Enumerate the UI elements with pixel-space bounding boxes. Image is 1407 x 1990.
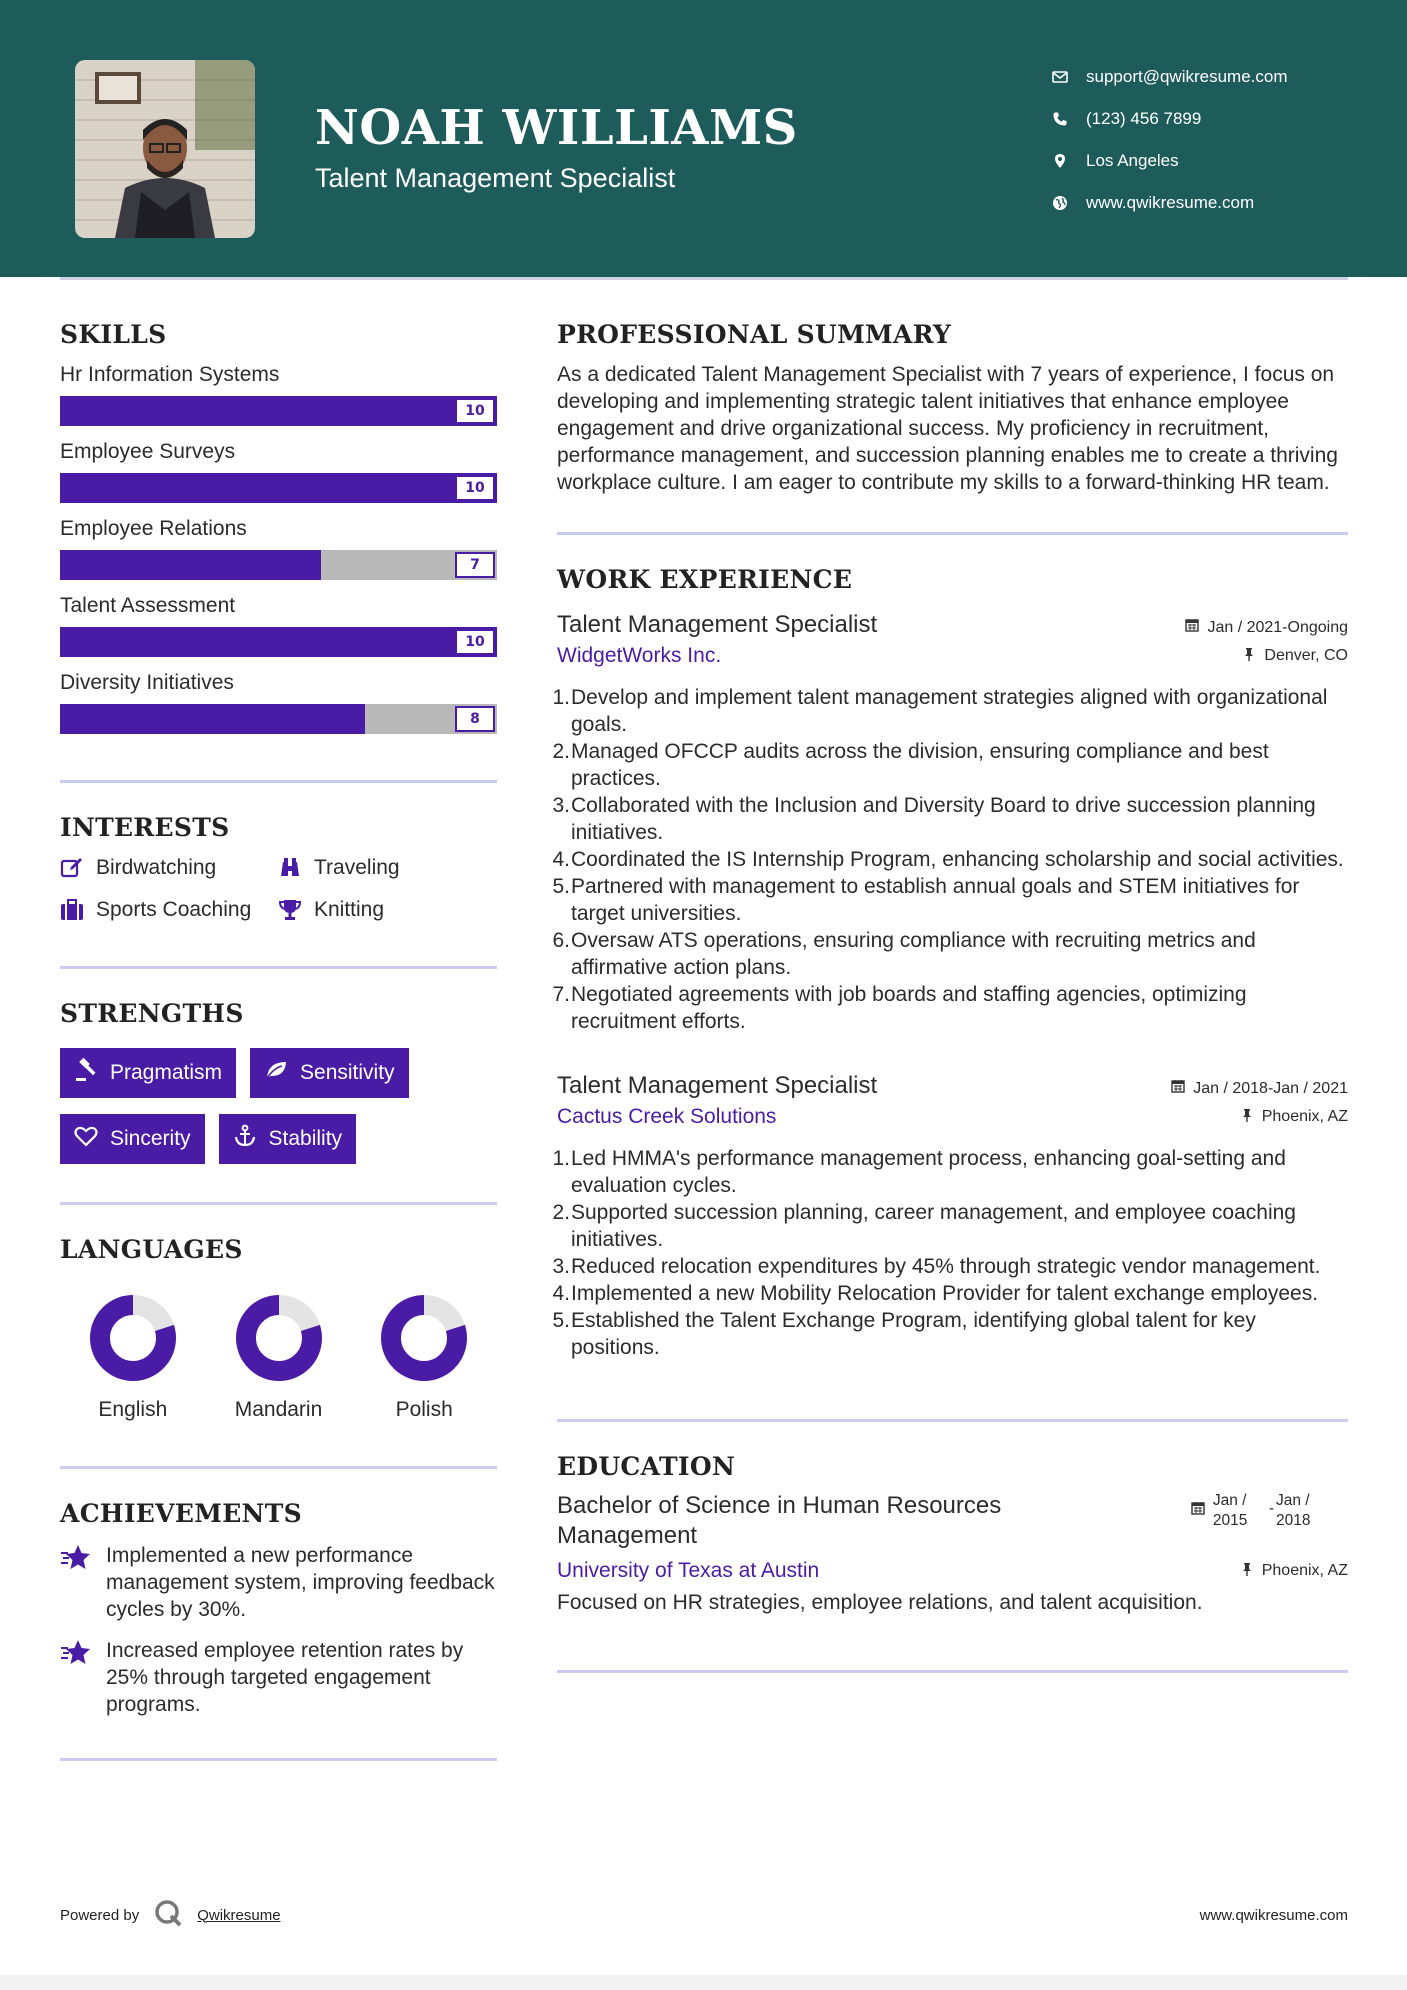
language-donut: [235, 1294, 323, 1382]
calendar-icon: [1171, 1079, 1193, 1098]
strengths-title: STRENGTHS: [60, 999, 244, 1028]
binoculars-icon: [278, 856, 314, 880]
skill-fill: [60, 627, 497, 657]
star-icon: [60, 1637, 106, 1718]
skill-item: [60, 594, 497, 657]
job-date: [1171, 1079, 1348, 1098]
strengths-list: [60, 1048, 497, 1164]
skill-bar: [60, 473, 497, 503]
language-name: English: [98, 1398, 168, 1421]
job-date-text: Jan / 2018-Jan / 2021: [1193, 1079, 1348, 1097]
skill-fill: [60, 704, 365, 734]
interest-item: [278, 856, 497, 880]
skill-name: Diversity Initiatives: [60, 671, 234, 694]
achievement-item: [60, 1542, 497, 1623]
calendar-icon: [1185, 618, 1207, 637]
job-date-text: Jan / 2021-Ongoing: [1207, 618, 1348, 636]
company-name: WidgetWorks Inc.: [557, 644, 722, 667]
language-donut: [89, 1294, 177, 1382]
pin-icon: [1240, 1108, 1262, 1127]
school-name: University of Texas at Austin: [557, 1559, 820, 1582]
interest-label: Traveling: [314, 856, 400, 879]
strength-label: Sensitivity: [300, 1061, 395, 1084]
section-divider: [557, 532, 1348, 535]
brand-link[interactable]: Qwikresume: [197, 1906, 281, 1924]
job-entry: [552, 1071, 1348, 1361]
contact-phone-text: (123) 456 7899: [1086, 109, 1202, 128]
education-entry: [557, 1491, 1348, 1616]
skill-name: Hr Information Systems: [60, 363, 280, 386]
company-name: Cactus Creek Solutions: [557, 1105, 777, 1128]
section-divider: [60, 1202, 497, 1205]
summary-text: As a dedicated Talent Management Specialist with 7 years of experience, I focus on developing and implementing strategic talent initiatives that enhance employee engagement and drive organizational success. My proficiency in recruitment, performance management, and succession planning enables me to create a thriving workplace culture. I am eager to contribute my skills to a forward-thinking HR team.: [557, 363, 1338, 494]
skill-value: 10: [455, 475, 495, 501]
interest-label: Knitting: [314, 898, 385, 921]
skill-bar: [60, 396, 497, 426]
education-location-text: Phoenix, AZ: [1261, 1562, 1348, 1579]
strength-badge: [219, 1114, 357, 1164]
skill-value: 8: [455, 706, 495, 732]
profile-photo: [75, 60, 255, 238]
contact-phone[interactable]: [1050, 98, 1380, 140]
education-date-sep: -: [1268, 1500, 1274, 1517]
job-bullets: [552, 1145, 1348, 1361]
strength-label: Stability: [268, 1127, 343, 1150]
languages-list: [60, 1294, 497, 1422]
interest-label: Birdwatching: [96, 856, 217, 879]
job-bullets: [552, 684, 1348, 1035]
degree-title: Bachelor of Science in Human Resources Management: [557, 1492, 1002, 1549]
footer: [60, 1900, 1348, 1930]
skill-item: [60, 363, 497, 426]
language-item: [351, 1294, 497, 1422]
trophy-icon: [278, 898, 314, 922]
list-item: 4. Implemented a new Mobility Relocation Provider for talent exchange employees.: [552, 1282, 1319, 1305]
interest-item: [60, 898, 278, 922]
list-item: 5. Partnered with management to establish annual goals and STEM initiatives for target universities.: [552, 875, 1300, 925]
star-icon: [60, 1542, 106, 1623]
contact-location: [1050, 140, 1380, 182]
gavel-icon: [74, 1058, 110, 1088]
contact-location-text: Los Angeles: [1086, 151, 1179, 170]
skill-bar: [60, 550, 497, 580]
skill-bar: [60, 704, 497, 734]
contact-list: [1050, 56, 1380, 224]
education-date-start: Jan / 2015: [1212, 1492, 1248, 1529]
strength-label: Sincerity: [110, 1127, 191, 1150]
list-item: 4. Coordinated the IS Internship Program, enhancing scholarship and social activities.: [552, 848, 1344, 871]
globe-icon: [1050, 195, 1086, 211]
list-item: 7. Negotiated agreements with job boards and staffing agencies, optimizing recruitment efforts.: [552, 983, 1247, 1033]
edit-icon: [60, 856, 96, 880]
envelope-icon: [1050, 69, 1086, 85]
education-location: [1240, 1562, 1348, 1581]
job-title: Talent Management Specialist: [557, 1072, 878, 1099]
page-edge: [0, 1975, 1407, 1990]
leaf-icon: [264, 1058, 300, 1088]
section-divider: [60, 780, 497, 783]
list-item: 1. Led HMMA's performance management process, enhancing goal-setting and evaluation cycles.: [552, 1147, 1286, 1197]
skills-title: SKILLS: [60, 320, 167, 349]
candidate-name: NOAH WILLIAMS: [315, 100, 798, 156]
heart-icon: [74, 1124, 110, 1154]
job-location: [1240, 1108, 1348, 1127]
pin-icon: [1240, 1562, 1262, 1581]
language-item: [206, 1294, 352, 1422]
list-item: 6. Oversaw ATS operations, ensuring compliance with recruiting metrics and affirmative action plans.: [552, 929, 1256, 979]
interest-item: [60, 856, 278, 880]
skill-name: Talent Assessment: [60, 594, 236, 617]
list-item: 3. Collaborated with the Inclusion and Diversity Board to drive succession planning initiatives.: [552, 794, 1316, 844]
job-date: [1185, 618, 1348, 637]
achievement-text: Implemented a new performance management system, improving feedback cycles by 30%.: [106, 1544, 495, 1621]
list-item: 2. Managed OFCCP audits across the division, ensuring compliance and best practices.: [552, 740, 1269, 790]
achievements-list: [60, 1542, 497, 1718]
section-divider: [557, 1419, 1348, 1422]
skill-value: 7: [455, 552, 495, 578]
strength-badge: [60, 1114, 205, 1164]
pin-icon: [1242, 647, 1264, 666]
interests-title: INTERESTS: [60, 813, 230, 842]
skill-bar: [60, 627, 497, 657]
achievements-title: ACHIEVEMENTS: [60, 1499, 302, 1528]
list-item: 1. Develop and implement talent management strategies aligned with organizational goals.: [552, 686, 1328, 736]
job-entry: [552, 610, 1348, 1035]
right-column: [552, 320, 1348, 1673]
interests-list: [60, 856, 497, 922]
language-item: [60, 1294, 206, 1422]
header-divider: [60, 277, 1348, 280]
contact-email[interactable]: [1050, 56, 1380, 98]
contact-email-text: support@qwikresume.com: [1086, 67, 1288, 86]
list-item: 5. Established the Talent Exchange Program, identifying global talent for key positions.: [552, 1309, 1256, 1359]
phone-icon: [1050, 111, 1086, 127]
skill-item: [60, 517, 497, 580]
section-divider: [60, 1466, 497, 1469]
calendar-icon: [1191, 1501, 1213, 1521]
skill-fill: [60, 396, 497, 426]
job-location: [1242, 647, 1348, 666]
job-location-text: Denver, CO: [1264, 647, 1348, 664]
contact-website[interactable]: [1050, 182, 1380, 224]
skill-fill: [60, 550, 321, 580]
achievement-item: [60, 1637, 497, 1718]
section-divider: [60, 1758, 497, 1761]
skill-name: Employee Relations: [60, 517, 247, 540]
skill-value: 10: [455, 398, 495, 424]
language-donut: [380, 1294, 468, 1382]
anchor-icon: [233, 1124, 269, 1154]
section-divider: [60, 966, 497, 969]
strength-label: Pragmatism: [110, 1061, 223, 1084]
education-title: EDUCATION: [557, 1452, 736, 1481]
education-description: Focused on HR strategies, employee relations, and talent acquisition.: [557, 1591, 1203, 1614]
interest-label: Sports Coaching: [96, 898, 252, 921]
interest-item: [278, 898, 497, 922]
experience-title: WORK EXPERIENCE: [557, 565, 853, 594]
skill-value: 10: [455, 629, 495, 655]
education-date-end: Jan / 2018: [1276, 1492, 1311, 1529]
summary-title: PROFESSIONAL SUMMARY: [557, 320, 952, 349]
language-name: Polish: [395, 1398, 453, 1421]
powered-by: [60, 1898, 281, 1932]
candidate-role: Talent Management Specialist: [315, 163, 676, 193]
contact-website-text: www.qwikresume.com: [1086, 193, 1255, 212]
briefcase-icon: [60, 898, 96, 922]
education-date: [1191, 1491, 1320, 1531]
skill-item: [60, 440, 497, 503]
skill-name: Employee Surveys: [60, 440, 236, 463]
resume-header: [0, 0, 1407, 277]
skills-list: [60, 363, 497, 734]
language-name: Mandarin: [234, 1398, 323, 1421]
achievement-text: Increased employee retention rates by 25% through targeted engagement programs.: [106, 1639, 464, 1716]
job-title: Talent Management Specialist: [557, 611, 878, 638]
job-location-text: Phoenix, AZ: [1261, 1108, 1348, 1125]
strength-badge: [250, 1048, 409, 1098]
section-divider: [557, 1670, 1348, 1673]
powered-by-text: Powered by: [60, 1906, 140, 1924]
skill-item: [60, 671, 497, 734]
left-column: [60, 320, 497, 1761]
skill-fill: [60, 473, 497, 503]
footer-site[interactable]: www.qwikresume.com: [1199, 1906, 1348, 1924]
languages-title: LANGUAGES: [60, 1235, 243, 1264]
map-marker-icon: [1050, 153, 1086, 169]
list-item: 3. Reduced relocation expenditures by 45% through strategic vendor management.: [552, 1255, 1321, 1278]
qwikresume-logo-icon: [139, 1898, 197, 1932]
list-item: 2. Supported succession planning, career management, and employee coaching initiatives.: [552, 1201, 1296, 1251]
strength-badge: [60, 1048, 236, 1098]
